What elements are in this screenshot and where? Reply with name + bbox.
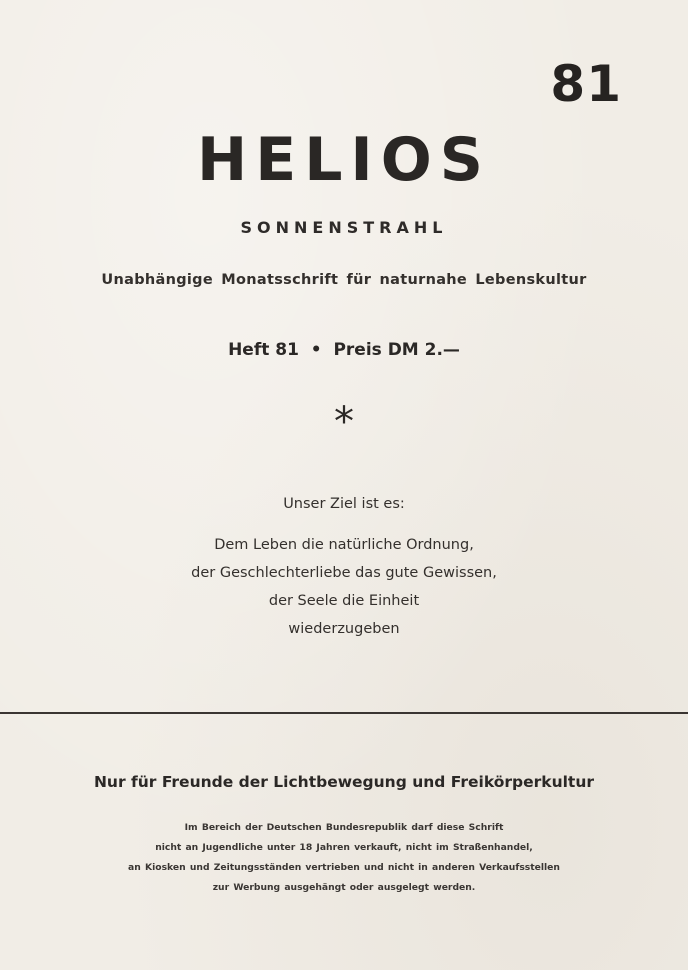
goal-line: Dem Leben die natürliche Ordnung, — [214, 537, 474, 553]
goal-statement — [0, 490, 688, 643]
magazine-tagline: Unabhängige Monatsschrift für naturnahe Lebenskultur — [101, 272, 587, 288]
audience-notice-heading: Nur für Freunde der Lichtbewegung und Freikörperkultur — [93, 773, 595, 791]
legal-line: an Kiosken und Zeitungsständen vertrieben und nicht in anderen Verkaufsstellen — [128, 862, 560, 873]
issue-number: 81 — [550, 55, 622, 113]
magazine-title: HELIOS — [197, 125, 491, 195]
legal-line: nicht an Jugendliche unter 18 Jahren verkauft, nicht im Straßenhandel, — [155, 842, 533, 853]
legal-notice — [0, 818, 688, 898]
asterisk-ornament: * — [334, 399, 354, 445]
goal-line: wiederzugeben — [288, 621, 400, 637]
legal-line: zur Werbung ausgehängt oder ausgelegt werden. — [212, 882, 476, 893]
issue-and-price: Heft 81 • Preis DM 2.— — [228, 340, 460, 360]
magazine-subtitle: SONNENSTRAHL — [240, 218, 448, 237]
goal-intro: Unser Ziel ist es: — [283, 496, 405, 512]
legal-line: Im Bereich der Deutschen Bundesrepublik darf diese Schrift — [184, 822, 504, 833]
horizontal-divider — [0, 712, 688, 714]
goal-line: der Geschlechterliebe das gute Gewissen, — [191, 565, 497, 581]
goal-line: der Seele die Einheit — [268, 593, 420, 609]
